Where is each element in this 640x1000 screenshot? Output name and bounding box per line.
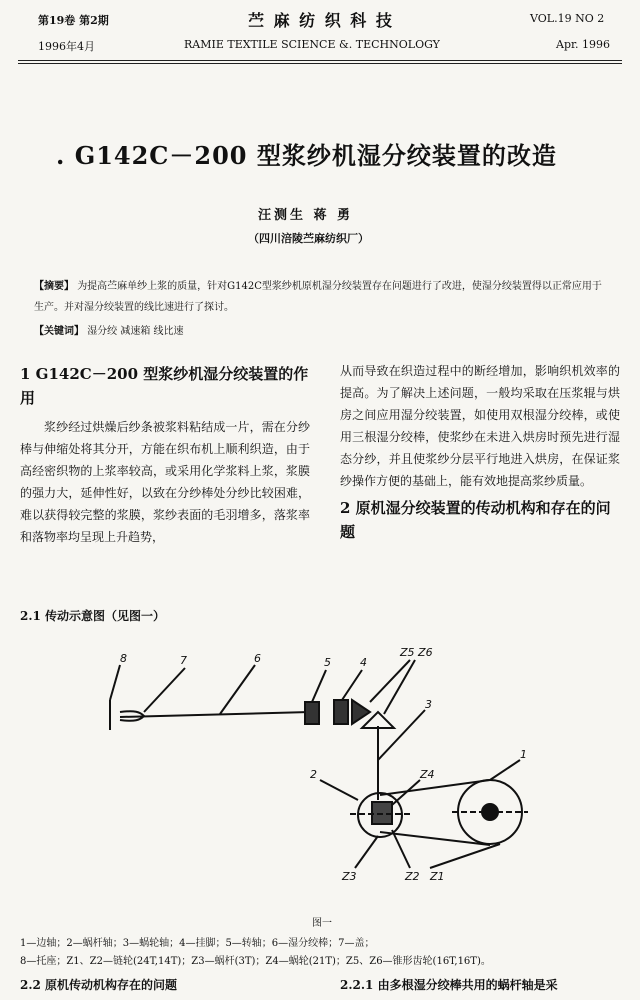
wet-split-rod-6 [120,712,310,717]
bearing-5 [305,702,319,724]
header-volume-cn: 第19卷 第2期 [38,14,109,27]
left-column [20,362,310,548]
section1-para-left: 浆纱经过烘燥后纱条被浆料粘结成一片，需在分纱棒与伸缩处将其分开，方能在织布机上顺利织造，由于高经密织物的上浆率较高，或采用化学浆料上浆，浆膜的强力大，延伸性好，以致在分纱棒处分纱比较困难，难以获得较完整的浆膜，浆纱表面的毛羽增多，落浆率和落物率均呈现上升趋势， [20,420,310,544]
keywords [34,322,184,337]
subsection-2-2-heading: 2.2 原机传动机构存在的问题 [20,978,178,992]
label-z5-z6: Z5 Z6 [400,646,433,659]
right-column [340,360,620,544]
abstract-text: 为提高苎麻单纱上浆的质量，针对G142C型浆纱机原机湿分绞装置存在问题进行了改进，使湿分绞装置得以正常应用于生产。并对湿分绞装置的线比速进行了探讨。 [34,281,602,313]
label-z3: Z3 [342,870,357,883]
header-date-en: Apr. 1996 [556,38,611,51]
label-5: 5 [324,656,331,669]
subsection-2-1-heading: 2.1 传动示意图（见图一） [20,609,166,623]
article-title: . G142C－200 型浆纱机湿分绞装置的改造 [56,141,557,170]
hanger-4 [334,700,348,724]
abstract-label: 【摘要】 [34,281,74,292]
label-z2: Z2 [405,870,420,883]
section1-para-right: 从而导致在织造过程中的断经增加，影响织机效率的提高。为了解决上述问题，一般均采取在压浆辊与烘房之间应用湿分绞装置，如使用双根湿分绞棒，或使用三根湿分绞棒，使浆纱在未进入烘房时预先进行湿态分纱，并且使浆纱分层平行地进入烘房，在保证浆纱操作方便的基础上，能有效地提高浆纱质量。 [340,364,620,488]
label-4: 4 [360,656,367,669]
header-rule-thin [18,63,622,64]
section2-heading: 2 原机湿分绞装置的传动机构和存在的问题 [340,499,611,541]
header-rule [18,60,622,61]
figure-caption-title: 图一 [312,918,332,929]
header-volume-en: VOL.19 NO 2 [530,12,605,25]
label-1: 1 [520,748,527,761]
subsection-2-2-1-heading: 2.2.1 由多根湿分绞棒共用的蜗杆轴是采 [340,978,558,992]
label-z1: Z1 [430,870,445,883]
transmission-diagram [80,640,550,890]
header-journal-cn: 苎 麻 纺 织 科 技 [248,11,394,30]
label-3: 3 [425,698,432,711]
bevel-gear-z5 [352,700,370,724]
figure-caption-line2: 8—托座；Z1、Z2—链轮(24T,14T)；Z3—蜗杆(3T)；Z4—蜗轮(21T)；Z5、Z6—锥形齿轮(16T,16T)。 [20,956,491,967]
label-6: 6 [254,652,261,665]
label-7: 7 [180,654,187,667]
article-affiliation: （四川涪陵苎麻纺织厂） [248,232,369,245]
section1-heading: 1 G142C－200 型浆纱机湿分绞装置的作用 [20,365,309,407]
article-authors: 汪测生 蒋 勇 [258,208,354,223]
keywords-text: 湿分绞 减速箱 线比速 [87,326,184,337]
keywords-label: 【关键词】 [34,326,84,337]
label-z4: Z4 [420,768,435,781]
label-8: 8 [120,652,127,665]
header-date-cn: 1996年4月 [38,40,95,53]
header-journal-en: RAMIE TEXTILE SCIENCE &. TECHNOLOGY [184,38,440,51]
figure-caption-line1: 1—边轴；2—蜗杆轴；3—蜗轮轴；4—挂脚；5—转轴；6—湿分绞棒；7—盖； [20,938,375,949]
abstract [34,276,606,318]
label-2: 2 [310,768,317,781]
